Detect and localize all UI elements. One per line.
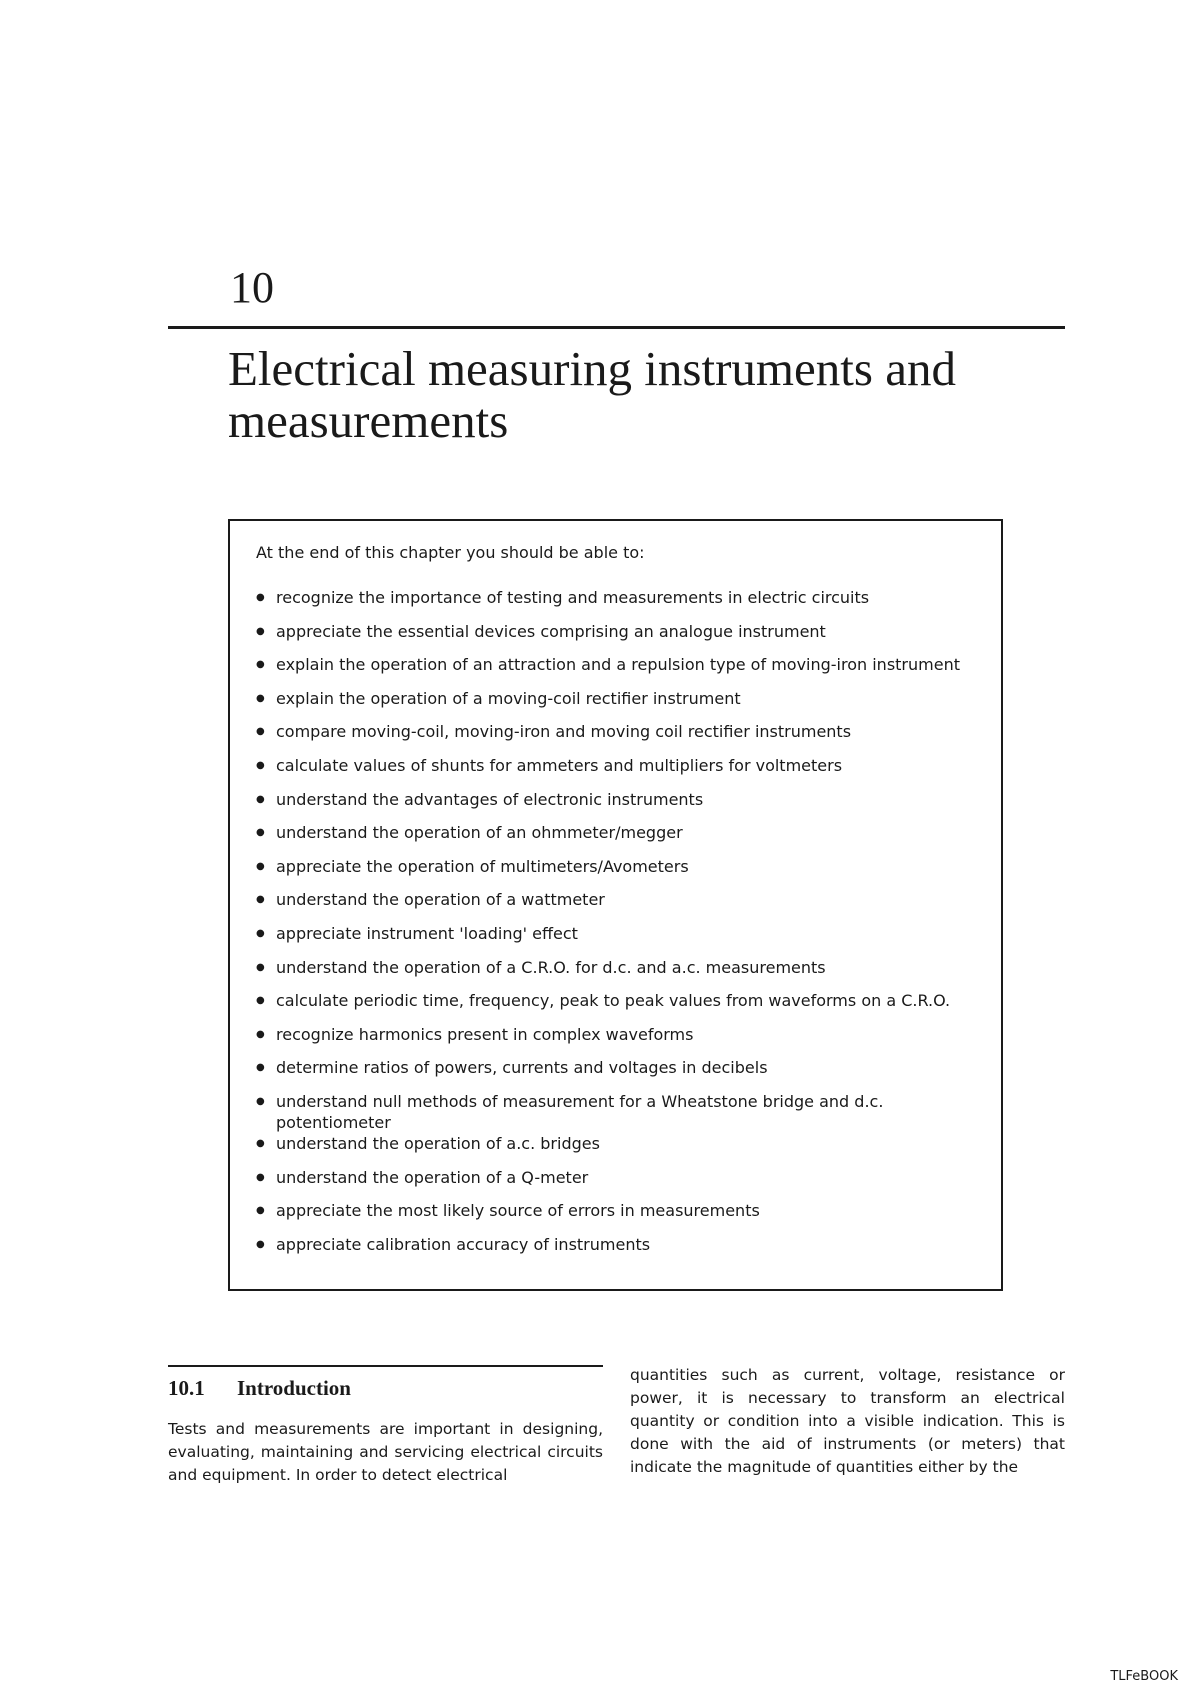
section-heading (168, 1376, 351, 1401)
objective-item: ● understand null methods of measurement for a Wheatstone bridge and d.c. potentiometer (256, 1091, 986, 1133)
objective-item: ● explain the operation of a moving-coil rectifier instrument (256, 688, 986, 722)
objective-item: ● understand the operation of a wattmeter (256, 889, 986, 923)
objective-item: ● calculate periodic time, frequency, peak to peak values from waveforms on a C.R.O. (256, 990, 986, 1024)
objective-item: ● understand the operation of a.c. bridges (256, 1133, 986, 1167)
objective-item: ● understand the advantages of electronic instruments (256, 789, 986, 823)
intro-paragraph-right: quantities such as current, voltage, resistance or power, it is necessary to transform an electrical quantity or condition into a visible indication. This is done with the aid of instruments (or meters) that indicate the magnitude of quantities either by the (630, 1366, 1065, 1476)
objective-item: ● understand the operation of a C.R.O. for d.c. and a.c. measurements (256, 957, 986, 991)
section-title: Introduction (237, 1376, 351, 1400)
objective-item: ● explain the operation of an attraction and a repulsion type of moving-iron instrument (256, 654, 986, 688)
chapter-number: 10 (230, 263, 274, 312)
intro-paragraph-left: Tests and measurements are important in designing, evaluating, maintaining and servicing electrical circuits and equipment. In order to detect electrical (168, 1420, 603, 1484)
section-rule (168, 1365, 603, 1367)
objective-item: ● appreciate the essential devices comprising an analogue instrument (256, 621, 986, 655)
objective-item: ● determine ratios of powers, currents and voltages in decibels (256, 1057, 986, 1091)
chapter-rule (168, 326, 1065, 329)
objective-item: ● appreciate instrument 'loading' effect (256, 923, 986, 957)
objective-item: ● appreciate calibration accuracy of instruments (256, 1234, 986, 1268)
objective-item: ● understand the operation of an ohmmeter/megger (256, 822, 986, 856)
objective-item: ● compare moving-coil, moving-iron and moving coil rectifier instruments (256, 721, 986, 755)
objective-item: ● calculate values of shunts for ammeters and multipliers for voltmeters (256, 755, 986, 789)
objective-item: ● recognize the importance of testing and measurements in electric circuits (256, 587, 986, 621)
objective-item: ● understand the operation of a Q-meter (256, 1167, 986, 1201)
objectives-intro: At the end of this chapter you should be able to: (256, 543, 645, 562)
objectives-box (228, 519, 1003, 1291)
objective-item: ● appreciate the operation of multimeters/Avometers (256, 856, 986, 890)
footer-tag: TLFeBOOK (1110, 1669, 1178, 1684)
objective-item: ● appreciate the most likely source of errors in measurements (256, 1200, 986, 1234)
chapter-title: Electrical measuring instruments and measurements (228, 341, 956, 448)
objectives-list (256, 587, 986, 1267)
section-number: 10.1 (168, 1376, 205, 1400)
objective-item: ● recognize harmonics present in complex waveforms (256, 1024, 986, 1058)
